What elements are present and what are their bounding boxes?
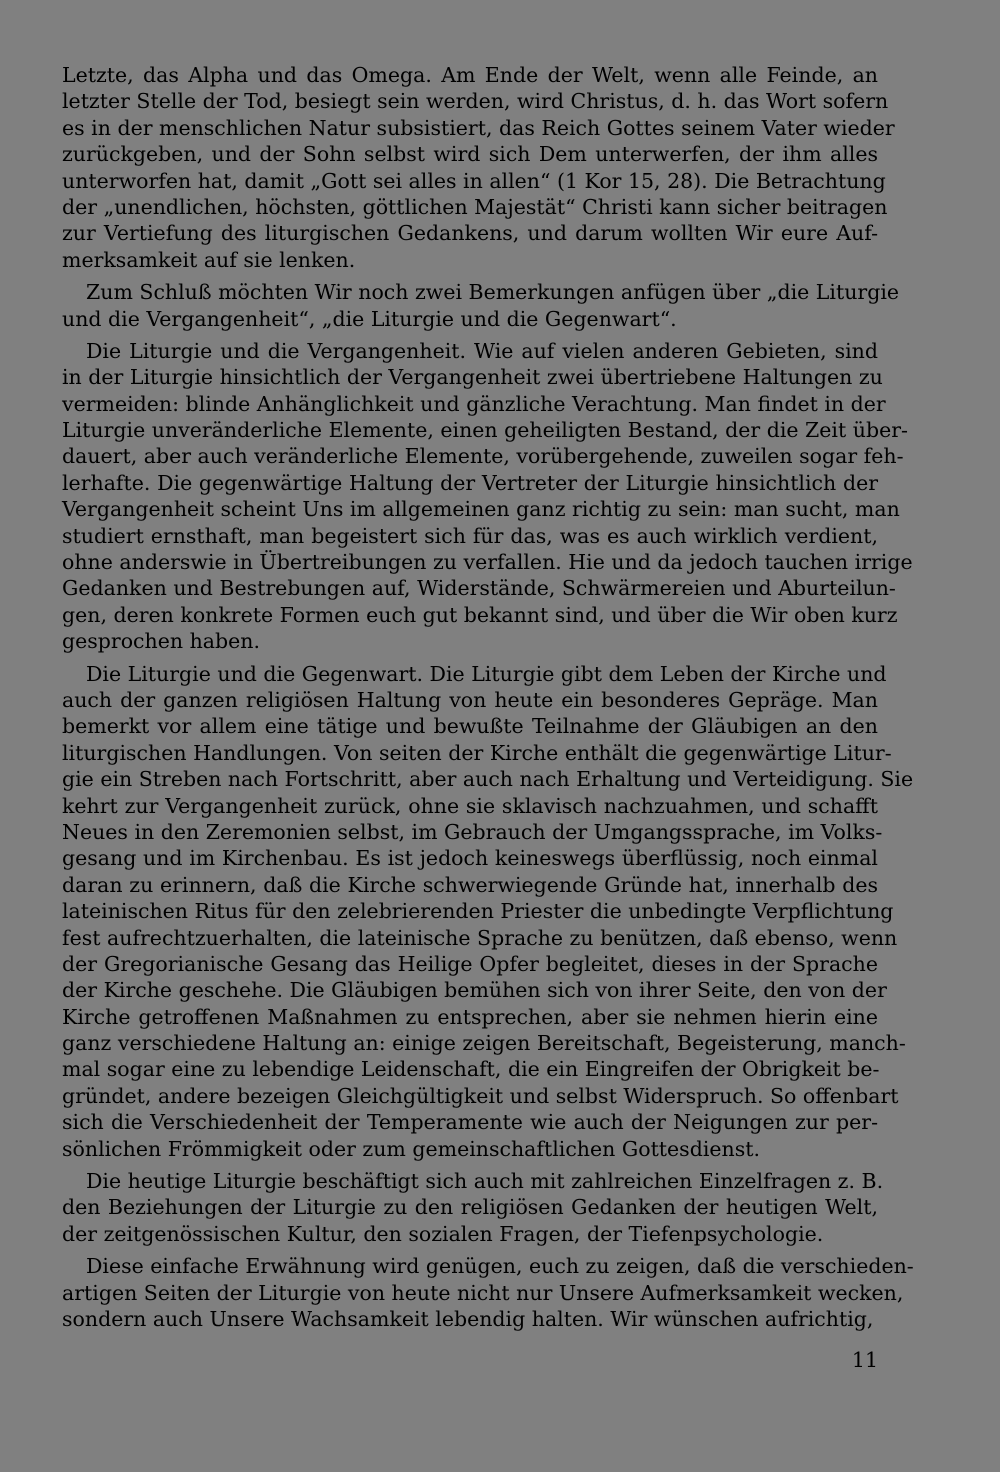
- page-number: 11: [851, 1348, 878, 1372]
- text-line: zurückgeben, und der Sohn selbst wird sich Dem unterwerfen, der ihm alles: [62, 142, 878, 167]
- text-line: studiert ernsthaft, man begeistert sich für das, was es auch wirklich verdient,: [62, 523, 878, 548]
- text-line: Neues in den Zeremonien selbst, im Gebrauch der Umgangssprache, im Volks-: [62, 819, 883, 844]
- text-line: fest aufrechtzuerhalten, die lateinische Sprache zu benützen, daß ebenso, wenn: [62, 925, 898, 950]
- text-line: gesprochen haben.: [62, 629, 260, 654]
- text-line: Kirche getroffenen Maßnahmen zu entsprechen, aber sie nehmen hierin eine: [62, 1004, 878, 1029]
- text-line: gesang und im Kirchenbau. Es ist jedoch keineswegs überflüssig, noch einmal: [62, 846, 878, 871]
- text-line: daran zu erinnern, daß die Kirche schwerwiegende Gründe hat, innerhalb des: [62, 872, 878, 897]
- text-line: sondern auch Unsere Wachsamkeit lebendig halten. Wir wünschen aufrichtig,: [62, 1306, 874, 1331]
- text-line: merksamkeit auf sie lenken.: [62, 247, 356, 272]
- text-line: zur Vertiefung des liturgischen Gedankens, und darum wollten Wir eure Auf-: [62, 221, 878, 246]
- text-line: vermeiden: blinde Anhänglichkeit und gänzliche Verachtung. Man findet in der: [62, 391, 886, 416]
- text-line: der Kirche geschehe. Die Gläubigen bemühen sich von ihrer Seite, den von der: [62, 978, 887, 1003]
- text-line: Letzte, das Alpha und das Omega. Am Ende der Welt, wenn alle Feinde, an: [62, 63, 878, 87]
- text-line: der zeitgenössischen Kultur, den sozialen Fragen, der Tiefenpsychologie.: [62, 1221, 824, 1246]
- body-text: [62, 62, 914, 1332]
- paragraph: [62, 279, 900, 332]
- paragraph: [62, 661, 914, 1162]
- text-line: bemerkt vor allem eine tätige und bewußte Teilnahme der Gläubigen an den: [62, 714, 878, 739]
- text-line: Die heutige Liturgie beschäftigt sich auch mit zahlreichen Einzelfragen z. B.: [86, 1169, 884, 1194]
- text-line: und die Vergangenheit“, „die Liturgie und die Gegenwart“.: [62, 306, 677, 331]
- text-line: kehrt zur Vergangenheit zurück, ohne sie sklavisch nachzuahmen, und schafft: [62, 793, 878, 818]
- text-line: der „unendlichen, höchsten, göttlichen Majestät“ Christi kann sicher beitragen: [62, 194, 888, 219]
- text-line: sich die Verschiedenheit der Temperamente wie auch der Neigungen zur per-: [62, 1110, 878, 1135]
- text-line: ganz verschiedene Haltung an: einige zeigen Bereitschaft, Begeisterung, manch-: [62, 1031, 906, 1056]
- text-line: gie ein Streben nach Fortschritt, aber auch nach Erhaltung und Verteidigung. Sie: [62, 767, 914, 792]
- text-line: Diese einfache Erwähnung wird genügen, euch zu zeigen, daß die verschieden-: [86, 1254, 914, 1279]
- text-line: lateinischen Ritus für den zelebrierenden Priester die unbedingte Verpflichtung: [62, 899, 894, 924]
- text-line: Gedanken und Bestrebungen auf, Widerstände, Schwärmereien und Aburteilun-: [62, 576, 896, 601]
- text-line: artigen Seiten der Liturgie von heute nicht nur Unsere Aufmerksamkeit wecken,: [62, 1280, 904, 1305]
- text-line: Die Liturgie und die Gegenwart. Die Liturgie gibt dem Leben der Kirche und: [86, 661, 887, 686]
- text-line: lerhafte. Die gegenwärtige Haltung der Vertreter der Liturgie hinsichtlich der: [62, 470, 878, 495]
- text-line: unterworfen hat, damit „Gott sei alles in allen“ (1 Kor 15, 28). Die Betrachtung: [62, 168, 886, 193]
- paragraph: [62, 1168, 884, 1247]
- paragraph: [62, 62, 895, 273]
- text-line: der Gregorianische Gesang das Heilige Opfer begleitet, dieses in der Sprache: [62, 951, 878, 976]
- text-line: liturgischen Handlungen. Von seiten der Kirche enthält die gegenwärtige Litur-: [62, 740, 892, 765]
- text-line: dauert, aber auch veränderliche Elemente, vorübergehende, zuweilen sogar feh-: [62, 444, 904, 469]
- text-line: Liturgie unveränderliche Elemente, einen geheiligten Bestand, der die Zeit über-: [62, 418, 908, 443]
- text-line: ohne anderswie in Übertreibungen zu verfallen. Hie und da jedoch tauchen irrige: [62, 550, 913, 575]
- text-line: es in der menschlichen Natur subsistiert, das Reich Gottes seinem Vater wieder: [62, 115, 895, 140]
- paragraph: [62, 338, 913, 655]
- text-line: Zum Schluß möchten Wir noch zwei Bemerkungen anfügen über „die Liturgie: [86, 280, 900, 305]
- text-line: gründet, andere bezeigen Gleichgültigkeit und selbst Widerspruch. So offenbart: [62, 1083, 899, 1108]
- paragraph: [62, 1253, 914, 1332]
- text-line: sönlichen Frömmigkeit oder zum gemeinschaftlichen Gottesdienst.: [62, 1136, 760, 1161]
- text-line: auch der ganzen religiösen Haltung von heute ein besonderes Gepräge. Man: [62, 687, 878, 712]
- text-line: Vergangenheit scheint Uns im allgemeinen ganz richtig zu sein: man sucht, man: [62, 497, 900, 522]
- text-line: in der Liturgie hinsichtlich der Vergangenheit zwei übertriebene Haltungen zu: [62, 365, 883, 390]
- text-line: den Beziehungen der Liturgie zu den religiösen Gedanken der heutigen Welt,: [62, 1195, 878, 1220]
- text-line: gen, deren konkrete Formen euch gut bekannt sind, und über die Wir oben kurz: [62, 602, 898, 627]
- text-line: Die Liturgie und die Vergangenheit. Wie auf vielen anderen Gebieten, sind: [86, 338, 878, 363]
- text-line: letzter Stelle der Tod, besiegt sein werden, wird Christus, d. h. das Wort sofern: [62, 89, 889, 114]
- text-line: mal sogar eine zu lebendige Leidenschaft, die ein Eingreifen der Obrigkeit be-: [62, 1057, 880, 1082]
